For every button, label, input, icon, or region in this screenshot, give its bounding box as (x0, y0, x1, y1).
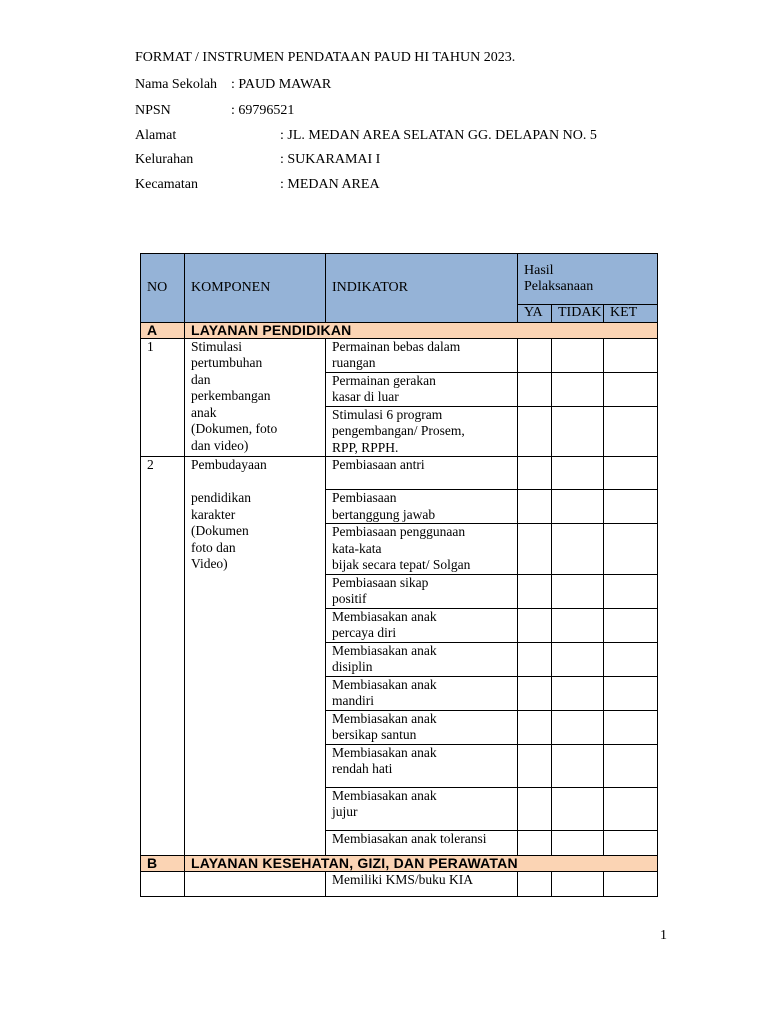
ya-cell[interactable] (518, 676, 552, 710)
field-value-kelurahan: : SUKARAMAI I (280, 152, 381, 167)
field-label-alamat: Alamat (135, 128, 177, 143)
field-label-kelurahan: Kelurahan (135, 152, 194, 167)
table-row (141, 871, 658, 896)
indikator-cell: Permainan bebas dalam ruangan (326, 338, 518, 372)
ya-cell[interactable] (518, 338, 552, 372)
ya-cell[interactable] (518, 871, 552, 896)
tidak-cell[interactable] (552, 710, 604, 744)
field-value-npsn: : 69796521 (231, 103, 295, 118)
indikator-cell: Membiasakan anak jujur (326, 787, 518, 830)
ket-cell[interactable] (604, 406, 658, 457)
tidak-cell[interactable] (552, 871, 604, 896)
header-ket: KET (604, 305, 658, 323)
indikator-cell: Membiasakan anak bersikap santun (326, 710, 518, 744)
table-row (141, 338, 658, 372)
row-number: 2 (141, 457, 185, 856)
ket-cell[interactable] (604, 338, 658, 372)
ket-cell[interactable] (604, 710, 658, 744)
tidak-cell[interactable] (552, 524, 604, 575)
field-value-alamat: : JL. MEDAN AREA SELATAN GG. DELAPAN NO. 5 (280, 128, 597, 143)
indikator-cell: Membiasakan anak percaya diri (326, 608, 518, 642)
instrument-table (140, 253, 658, 897)
tidak-cell[interactable] (552, 457, 604, 490)
ket-cell[interactable] (604, 676, 658, 710)
header-komponen: KOMPONEN (185, 254, 326, 323)
table-row (141, 457, 658, 490)
header-hasil-pelaksanaan (518, 254, 658, 305)
ket-cell[interactable] (604, 744, 658, 787)
tidak-cell[interactable] (552, 608, 604, 642)
ket-cell[interactable] (604, 457, 658, 490)
ket-cell[interactable] (604, 574, 658, 608)
indikator-cell: Pembiasaan penggunaan kata-kata bijak secara tepat/ Solgan (326, 524, 518, 575)
indikator-cell: Membiasakan anak rendah hati (326, 744, 518, 787)
section-row (141, 322, 658, 338)
ya-cell[interactable] (518, 830, 552, 855)
header-hasil-line2: Pelaksanaan (524, 279, 594, 294)
ket-cell[interactable] (604, 608, 658, 642)
header-ya: YA (518, 305, 552, 323)
section-code: A (141, 322, 185, 338)
field-label-npsn: NPSN (135, 103, 171, 118)
header-no: NO (141, 254, 185, 323)
tidak-cell[interactable] (552, 744, 604, 787)
tidak-cell[interactable] (552, 406, 604, 457)
ya-cell[interactable] (518, 574, 552, 608)
ket-cell[interactable] (604, 524, 658, 575)
ya-cell[interactable] (518, 524, 552, 575)
indikator-cell: Memiliki KMS/buku KIA (326, 871, 518, 896)
ya-cell[interactable] (518, 490, 552, 524)
komponen-cell (185, 871, 326, 896)
ya-cell[interactable] (518, 372, 552, 406)
table-body (141, 322, 658, 896)
indikator-cell: Permainan gerakan kasar di luar (326, 372, 518, 406)
ya-cell[interactable] (518, 744, 552, 787)
page-number: 1 (660, 928, 667, 943)
ket-cell[interactable] (604, 642, 658, 676)
ya-cell[interactable] (518, 642, 552, 676)
ket-cell[interactable] (604, 787, 658, 830)
section-title: LAYANAN KESEHATAN, GIZI, DAN PERAWATAN (185, 855, 658, 871)
ket-cell[interactable] (604, 490, 658, 524)
indikator-cell: Membiasakan anak mandiri (326, 676, 518, 710)
row-number: 1 (141, 338, 185, 457)
indikator-cell: Stimulasi 6 program pengembangan/ Prosem, RPP, RPPH. (326, 406, 518, 457)
ya-cell[interactable] (518, 457, 552, 490)
ket-cell[interactable] (604, 871, 658, 896)
komponen-cell: Stimulasi pertumbuhan dan perkembangan anak (Dokumen, foto dan video) (185, 338, 326, 457)
ya-cell[interactable] (518, 787, 552, 830)
field-value-kecamatan: : MEDAN AREA (280, 177, 380, 192)
tidak-cell[interactable] (552, 372, 604, 406)
indikator-cell: Pembiasaan sikap positif (326, 574, 518, 608)
ya-cell[interactable] (518, 710, 552, 744)
section-code: B (141, 855, 185, 871)
tidak-cell[interactable] (552, 574, 604, 608)
indikator-cell: Pembiasaan antri (326, 457, 518, 490)
komponen-cell: Pembudayaan pendidikan karakter (Dokumen foto dan Video) (185, 457, 326, 856)
ket-cell[interactable] (604, 372, 658, 406)
indikator-cell: Pembiasaan bertanggung jawab (326, 490, 518, 524)
header-indikator: INDIKATOR (326, 254, 518, 323)
tidak-cell[interactable] (552, 338, 604, 372)
tidak-cell[interactable] (552, 787, 604, 830)
section-row (141, 855, 658, 871)
tidak-cell[interactable] (552, 642, 604, 676)
field-label-nama-sekolah: Nama Sekolah (135, 77, 218, 92)
document-title: FORMAT / INSTRUMEN PENDATAAN PAUD HI TAHUN 2023. (135, 50, 516, 65)
tidak-cell[interactable] (552, 676, 604, 710)
ket-cell[interactable] (604, 830, 658, 855)
row-number (141, 871, 185, 896)
header-hasil-line1: Hasil (524, 262, 554, 278)
section-title: LAYANAN PENDIDIKAN (185, 322, 658, 338)
tidak-cell[interactable] (552, 490, 604, 524)
header-tidak: TIDAK (552, 305, 604, 323)
field-label-kecamatan: Kecamatan (135, 177, 198, 192)
indikator-cell: Membiasakan anak disiplin (326, 642, 518, 676)
ya-cell[interactable] (518, 608, 552, 642)
ya-cell[interactable] (518, 406, 552, 457)
indikator-cell: Membiasakan anak toleransi (326, 830, 518, 855)
tidak-cell[interactable] (552, 830, 604, 855)
field-value-nama-sekolah: : PAUD MAWAR (231, 77, 332, 92)
